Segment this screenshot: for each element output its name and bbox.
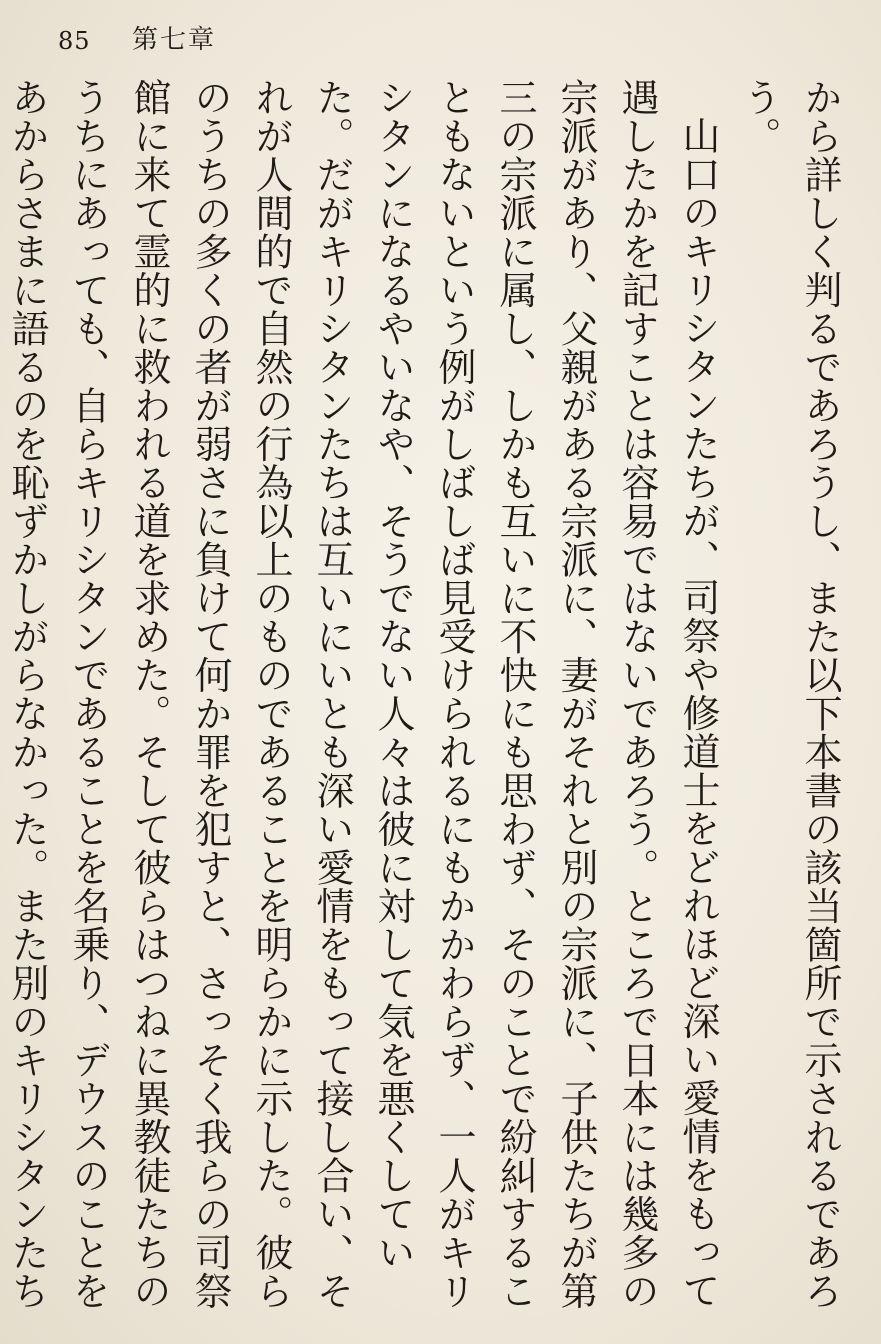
paragraph-christians-love: 山口のキリシタンたちが、司祭や修道士をどれほど深い愛情をもって遇したかを記すことは容易ではないであろう。ところで日本には幾多の宗派があり、父親がある宗派に、妻がそれと別の宗派に、子供たちが第三の宗派に属し、しかも互いに不快にも思わず、そのことで紛糾することもないという例がしばしば見受けられるにもかかわらず、一人がキリシタンになるやいなや、そうでない人々は彼に対して気を悪くしていた。だがキリシタンたちは互いにいとも深い愛情をもって接し合い、それが人間的で自然の行為以上のものであることを明らかに示した。彼らのうちの多くの者が弱さに負けて何か罪を犯すと、さっそく我らの司祭館に来て霊的に救われる道を求めた。そして彼らはつねに異教徒たちのうちにあっても、自らキリシタンであることを名乗り、デウスのことをあからさまに語るのを恥ずかしがらなかった。また別のキリシタンたち [5,78,720,1310]
vertical-text-body [5,78,850,1318]
chapter-title: 第七章 [132,25,217,55]
paragraph-continuation: から詳しく判るであろうし、また以下本書の該当箇所で示されるであろう。 [737,78,842,1310]
page-number: 85 [58,27,91,55]
